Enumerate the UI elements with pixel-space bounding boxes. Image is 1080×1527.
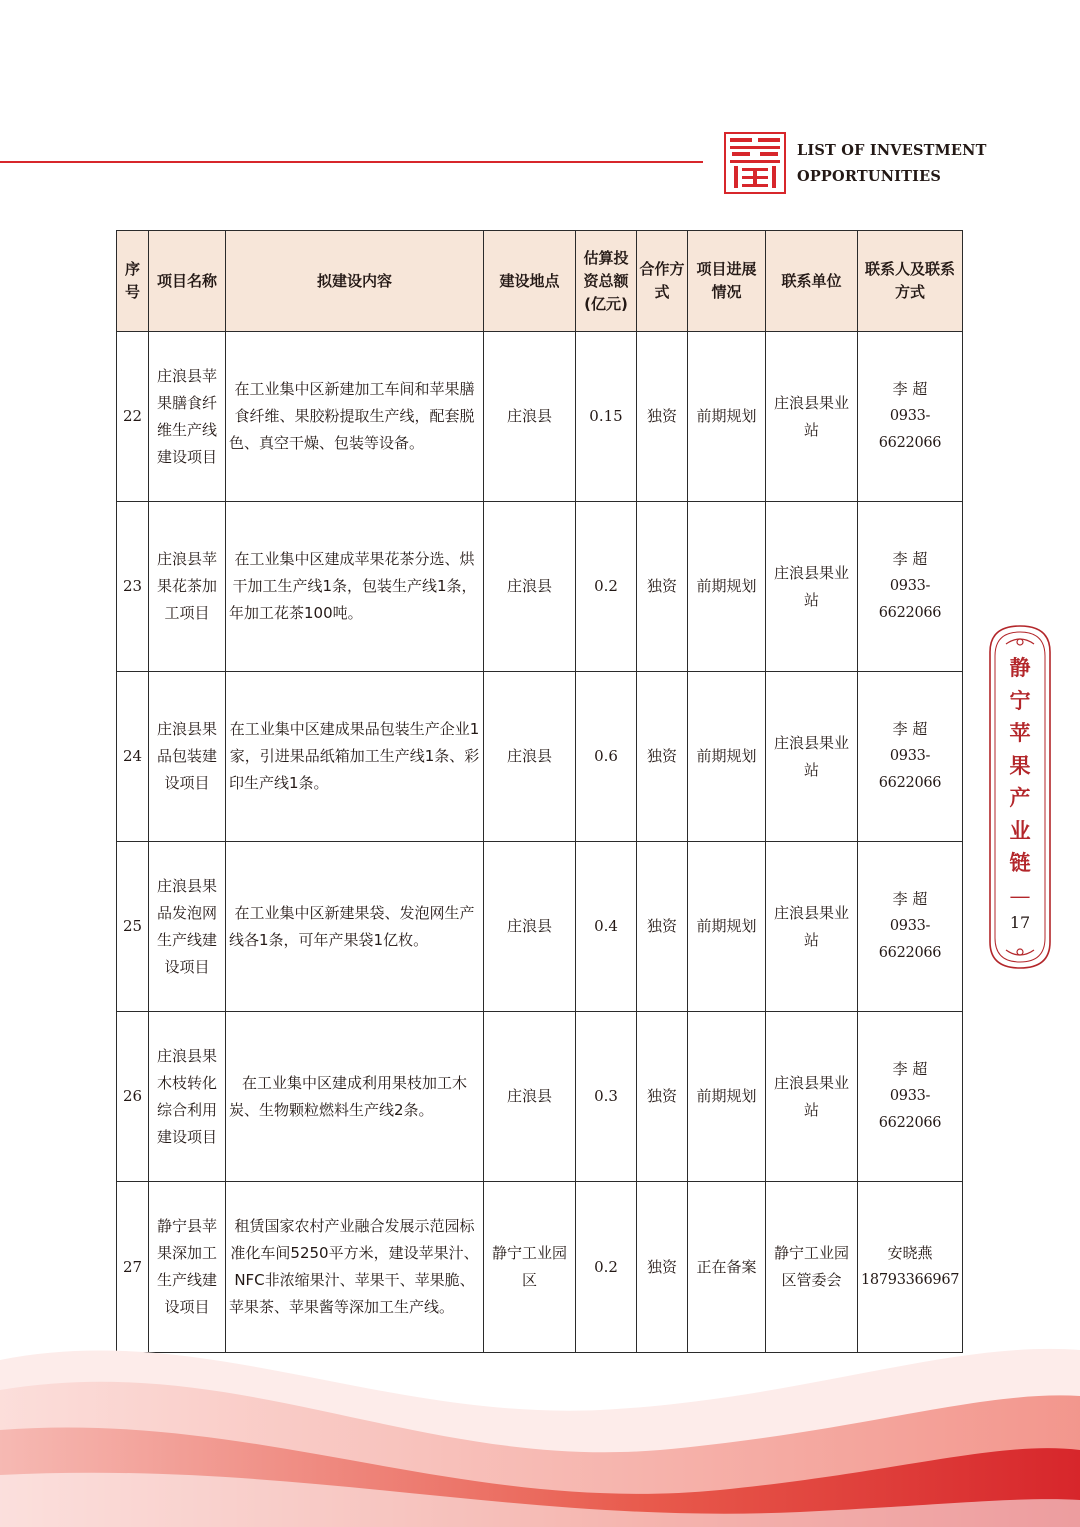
row-contact <box>858 842 963 1012</box>
row-progress: 前期规划 <box>688 332 766 502</box>
contact-name: 安晓燕 <box>887 1244 933 1262</box>
row-progress: 前期规划 <box>688 672 766 842</box>
row-num: 24 <box>117 672 149 842</box>
row-amount: 0.3 <box>576 1012 637 1182</box>
header-amount: 估算投资总额(亿元) <box>576 231 637 332</box>
decorative-waves <box>0 1300 1080 1527</box>
row-unit: 庄浪县果业站 <box>766 842 858 1012</box>
row-num: 26 <box>117 1012 149 1182</box>
contact-name: 李 超 <box>892 550 928 568</box>
row-coop: 独资 <box>637 502 688 672</box>
contact-phone: 0933-6622066 <box>878 1088 942 1131</box>
row-progress: 前期规划 <box>688 502 766 672</box>
row-amount: 0.15 <box>576 332 637 502</box>
header-content: 拟建设内容 <box>226 231 484 332</box>
side-char: 静 <box>1009 655 1031 680</box>
row-location: 静宁工业园区 <box>484 1182 576 1353</box>
contact-phone: 18793366967 <box>861 1272 960 1288</box>
row-progress: 前期规划 <box>688 1012 766 1182</box>
row-content: 在工业集中区新建加工车间和苹果膳食纤维、果胶粉提取生产线，配套脱色、真空干燥、包装等设备。 <box>226 332 484 502</box>
header-location: 建设地点 <box>484 231 576 332</box>
row-progress: 正在备案 <box>688 1182 766 1353</box>
header-progress: 项目进展情况 <box>688 231 766 332</box>
row-location: 庄浪县 <box>484 842 576 1012</box>
side-char: 链 <box>1009 850 1031 875</box>
row-unit: 庄浪县果业站 <box>766 1012 858 1182</box>
row-location: 庄浪县 <box>484 1012 576 1182</box>
row-content: 在工业集中区建成利用果枝加工木炭、生物颗粒燃料生产线2条。 <box>226 1012 484 1182</box>
row-contact <box>858 332 963 502</box>
table-row <box>117 332 963 502</box>
row-unit: 庄浪县果业站 <box>766 502 858 672</box>
header-title <box>797 138 987 190</box>
side-tab-title <box>986 652 1054 912</box>
row-amount: 0.6 <box>576 672 637 842</box>
row-contact <box>858 672 963 842</box>
table-row <box>117 842 963 1012</box>
table-row <box>117 1012 963 1182</box>
table-row <box>117 502 963 672</box>
contact-phone: 0933-6622066 <box>878 408 942 451</box>
contact-name: 李 超 <box>892 890 928 908</box>
side-char: 业 <box>1009 817 1031 843</box>
header-title-line2: OPPORTUNITIES <box>797 168 942 185</box>
row-name: 庄浪县苹果花茶加工项目 <box>149 502 226 672</box>
row-coop: 独资 <box>637 332 688 502</box>
side-char: 宁 <box>1009 687 1031 713</box>
row-name: 庄浪县果品发泡网生产线建设项目 <box>149 842 226 1012</box>
row-amount: 0.2 <box>576 502 637 672</box>
contact-phone: 0933-6622066 <box>878 578 942 621</box>
investment-table <box>116 230 963 1353</box>
header-name: 项目名称 <box>149 231 226 332</box>
row-coop: 独资 <box>637 1012 688 1182</box>
side-dash: — <box>1009 883 1031 908</box>
row-coop: 独资 <box>637 842 688 1012</box>
row-content: 在工业集中区新建果袋、发泡网生产线各1条，可年产果袋1亿枚。 <box>226 842 484 1012</box>
row-unit: 庄浪县果业站 <box>766 672 858 842</box>
header-title-line1: LIST OF INVESTMENT <box>797 142 987 159</box>
header-coop: 合作方式 <box>637 231 688 332</box>
side-char: 产 <box>1009 785 1031 810</box>
contact-phone: 0933-6622066 <box>878 918 942 961</box>
row-name: 庄浪县果木枝转化综合利用建设项目 <box>149 1012 226 1182</box>
row-num: 23 <box>117 502 149 672</box>
row-contact <box>858 1012 963 1182</box>
row-location: 庄浪县 <box>484 332 576 502</box>
header-num: 序号 <box>117 231 149 332</box>
contact-name: 李 超 <box>892 720 928 738</box>
row-location: 庄浪县 <box>484 672 576 842</box>
row-amount: 0.2 <box>576 1182 637 1353</box>
row-location: 庄浪县 <box>484 502 576 672</box>
table-row <box>117 672 963 842</box>
side-char: 苹 <box>1009 720 1031 745</box>
row-num: 27 <box>117 1182 149 1353</box>
row-content: 租赁国家农村产业融合发展示范园标准化车间5250平方米，建设苹果汁、NFC非浓缩果汁、苹果干、苹果脆、苹果茶、苹果酱等深加工生产线。 <box>226 1182 484 1353</box>
header-rule <box>0 161 703 163</box>
header-contact: 联系人及联系方式 <box>858 231 963 332</box>
row-coop: 独资 <box>637 672 688 842</box>
row-content: 在工业集中区建成苹果花茶分选、烘干加工生产线1条，包装生产线1条，年加工花茶100吨。 <box>226 502 484 672</box>
row-name: 庄浪县苹果膳食纤维生产线建设项目 <box>149 332 226 502</box>
seal-icon <box>724 132 786 194</box>
row-coop: 独资 <box>637 1182 688 1353</box>
row-name: 庄浪县果品包装建设项目 <box>149 672 226 842</box>
table-header-row <box>117 231 963 332</box>
row-name: 静宁县苹果深加工生产线建设项目 <box>149 1182 226 1353</box>
row-content: 在工业集中区建成果品包装生产企业1家，引进果品纸箱加工生产线1条、彩印生产线1条。 <box>226 672 484 842</box>
contact-name: 李 超 <box>892 1060 928 1078</box>
header-unit: 联系单位 <box>766 231 858 332</box>
side-char: 果 <box>1009 752 1031 778</box>
row-num: 22 <box>117 332 149 502</box>
row-unit: 静宁工业园区管委会 <box>766 1182 858 1353</box>
row-contact <box>858 502 963 672</box>
contact-name: 李 超 <box>892 380 928 398</box>
row-num: 25 <box>117 842 149 1012</box>
row-unit: 庄浪县果业站 <box>766 332 858 502</box>
contact-phone: 0933-6622066 <box>878 748 942 791</box>
page-number: 17 <box>1009 913 1031 932</box>
row-amount: 0.4 <box>576 842 637 1012</box>
row-progress: 前期规划 <box>688 842 766 1012</box>
